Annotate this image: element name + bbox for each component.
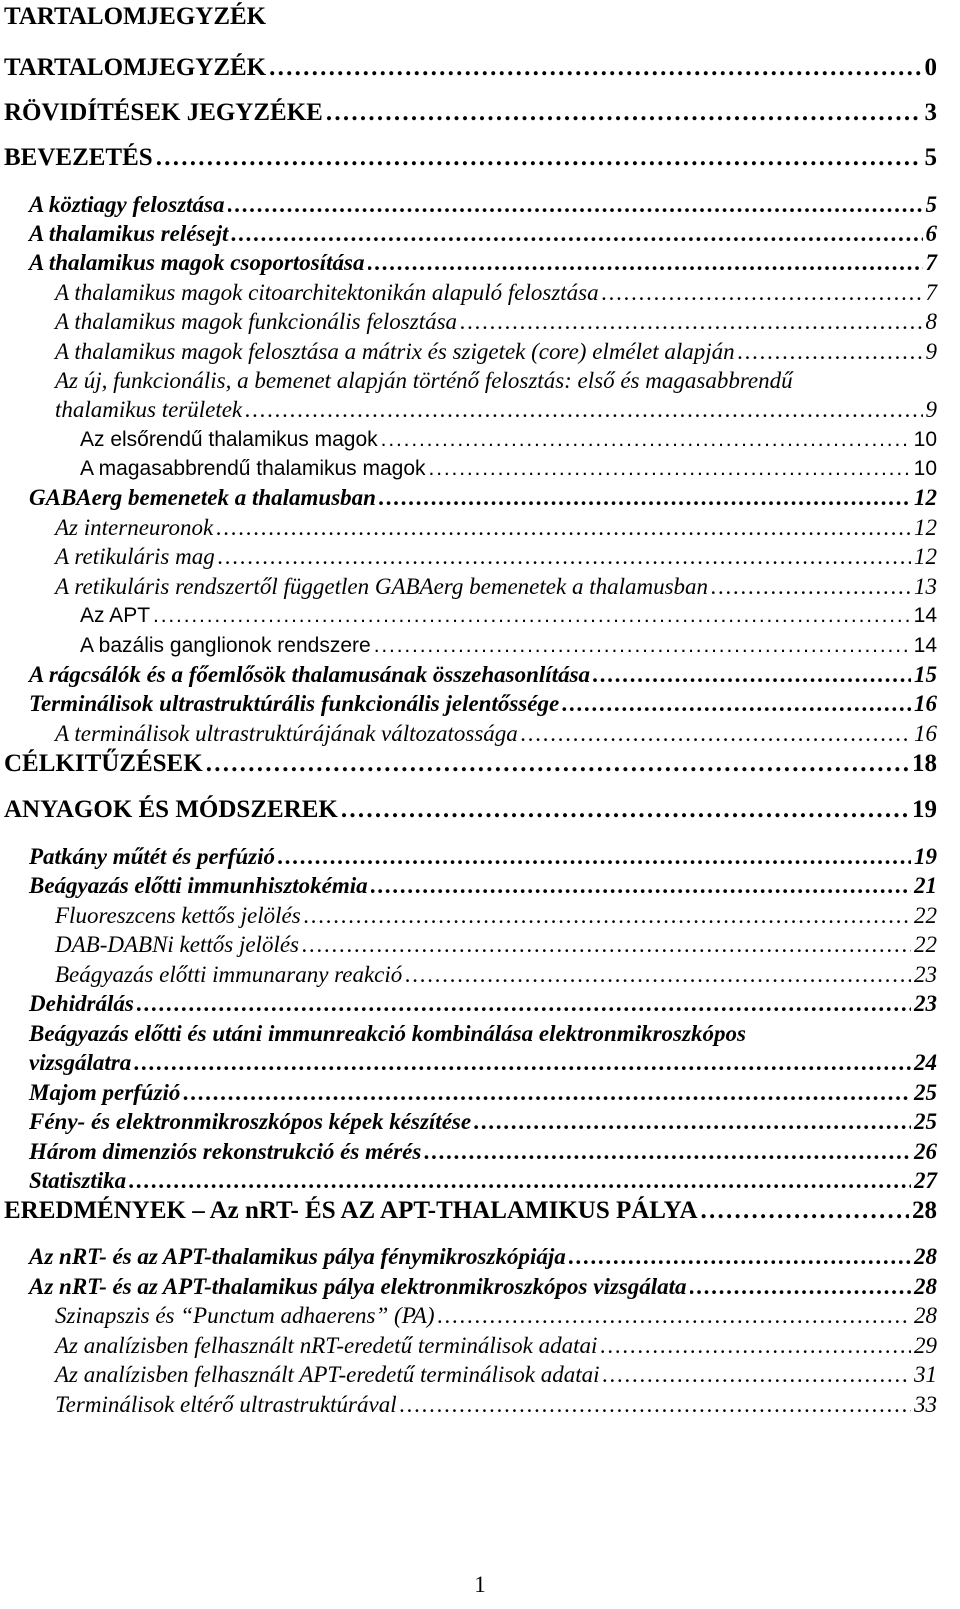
toc-entry-page: 21 (914, 873, 937, 898)
toc-entry-page: 3 (924, 99, 937, 126)
toc-entry-page: 0 (924, 54, 937, 81)
page-heading: TARTALOMJEGYZÉK (4, 3, 267, 30)
toc-entry-title: Beágyazás előtti immunhisztokémia (29, 873, 368, 898)
toc-entry-page: 28 (914, 1244, 937, 1269)
toc-entry[interactable] (29, 1167, 937, 1195)
toc-entry-page: 5 (924, 144, 937, 171)
toc-entry[interactable] (55, 279, 937, 307)
toc-entry-page: 19 (912, 796, 937, 823)
toc-entry-page: 33 (914, 1392, 937, 1417)
toc-entry-page: 15 (914, 662, 937, 687)
toc-entry-title: Patkány műtét és perfúzió (29, 844, 275, 869)
toc-entry[interactable] (29, 843, 937, 871)
toc-entry-title: Majom perfúzió (29, 1080, 181, 1105)
toc-entry-page: 6 (925, 221, 937, 246)
toc-entry[interactable] (55, 573, 937, 601)
toc-entry-page: 16 (914, 691, 937, 716)
toc-entry-title: A magasabbrendű thalamikus magok (80, 457, 426, 480)
toc-entry-page: 25 (914, 1080, 937, 1105)
toc-entry-page: 12 (914, 485, 937, 510)
toc-entry-page: 10 (913, 428, 937, 451)
toc-entry[interactable] (55, 961, 937, 989)
toc-entry[interactable] (4, 144, 937, 172)
toc-entry-page: 7 (925, 250, 937, 275)
toc-entry-title: A retikuláris mag (55, 544, 215, 569)
toc-entry-title: Az interneuronok (55, 515, 214, 540)
toc-entry[interactable] (80, 455, 937, 483)
toc-entry-title: Az elsőrendű thalamikus magok (80, 428, 378, 451)
toc-entry[interactable] (29, 1108, 937, 1136)
page-number: 1 (474, 1572, 486, 1597)
toc-entry-page: 13 (914, 574, 937, 599)
toc-entry-title: A rágcsálók és a főemlősök thalamusának összehasonlítása (29, 662, 591, 687)
toc-entry[interactable] (80, 602, 937, 630)
toc-entry-title: GABAerg bemenetek a thalamusban (29, 485, 376, 510)
toc-entry[interactable] (29, 661, 937, 689)
toc-entry-title: BEVEZETÉS (4, 144, 153, 171)
toc-entry[interactable] (80, 632, 937, 660)
toc-entry-title: thalamikus területek (55, 397, 243, 422)
toc-entry-page: 7 (925, 280, 937, 305)
toc-entry[interactable] (55, 396, 937, 424)
toc-entry-title: EREDMÉNYEK – Az nRT- ÉS AZ APT-THALAMIKUS PÁLYA (4, 1197, 698, 1224)
toc-entry-page: 16 (914, 721, 937, 746)
toc-entry-title: A thalamikus relésejt (29, 221, 229, 246)
toc-entry-title: Három dimenziós rekonstrukció és mérés (29, 1139, 422, 1164)
toc-entry-page: 14 (913, 604, 937, 627)
toc-entry-page: 22 (914, 903, 937, 928)
toc-entry[interactable] (29, 690, 937, 718)
toc-entry-page: 25 (914, 1109, 937, 1134)
toc-entry[interactable] (29, 220, 937, 248)
toc-entry-title: Statisztika (29, 1168, 127, 1193)
toc-entry-title: DAB-DABNi kettős jelölés (55, 932, 299, 957)
toc-entry[interactable] (55, 902, 937, 930)
toc-entry[interactable] (29, 990, 937, 1018)
toc-entry-title: A köztiagy felosztása (29, 192, 225, 217)
toc-entry-page: 18 (912, 750, 937, 777)
toc-entry-page: 28 (912, 1197, 937, 1224)
toc-entry[interactable] (29, 1138, 937, 1166)
toc-entry[interactable] (55, 931, 937, 959)
toc-entry-title: Az nRT- és az APT-thalamikus pálya fénymikroszkópiája (29, 1244, 566, 1269)
toc-entry[interactable] (29, 1243, 937, 1271)
toc-entry-page: 29 (914, 1333, 937, 1358)
toc-entry-page: 24 (914, 1050, 937, 1075)
toc-entry-title: A bazális ganglionok rendszere (80, 634, 371, 657)
toc-entry-title: Az analízisben felhasznált nRT-eredetű terminálisok adatai (55, 1333, 598, 1358)
toc-entry[interactable] (55, 1302, 937, 1330)
toc-entry-page: 9 (925, 339, 937, 364)
toc-entry-title: Az nRT- és az APT-thalamikus pálya elektronmikroszkópos vizsgálata (29, 1274, 687, 1299)
toc-entry-title: CÉLKITŰZÉSEK (4, 750, 203, 777)
toc-entry-page: 5 (925, 192, 937, 217)
toc-entry[interactable] (29, 1079, 937, 1107)
toc-entry-page: 14 (913, 634, 937, 657)
toc-entry-page: 10 (913, 457, 937, 480)
toc-entry[interactable] (55, 514, 937, 542)
toc-entry-title: Az analízisben felhasznált APT-eredetű terminálisok adatai (55, 1362, 600, 1387)
toc-entry[interactable] (55, 338, 937, 366)
toc-entry-page: 8 (925, 309, 937, 334)
toc-entry[interactable] (4, 1197, 937, 1225)
toc-entry-title: Szinapszis és “Punctum adhaerens” (PA) (55, 1303, 435, 1328)
toc-entry[interactable] (55, 543, 937, 571)
toc-entry-page: 28 (914, 1303, 937, 1328)
toc-entry-page: 12 (914, 544, 937, 569)
toc-entry[interactable] (55, 1332, 937, 1360)
toc-entry-page: 27 (914, 1168, 937, 1193)
toc-entry-title: A thalamikus magok citoarchitektonikán alapuló felosztása (55, 280, 599, 305)
toc-entry-page: 22 (914, 932, 937, 957)
toc-entry[interactable] (29, 872, 937, 900)
toc-entry-title: Beágyazás előtti immunarany reakció (55, 962, 403, 987)
toc-entry-title: A thalamikus magok funkcionális felosztása (55, 309, 458, 334)
toc-entry-title: Az APT (80, 604, 151, 627)
toc-entry-wrapped-line: Az új, funkcionális, a bemenet alapján történő felosztás: első és magasabbrendű (55, 368, 793, 393)
toc-entry-page: 28 (914, 1274, 937, 1299)
toc-entry-title: Terminálisok eltérő ultrastruktúrával (55, 1392, 397, 1417)
toc-entry[interactable] (29, 484, 937, 512)
toc-entry[interactable] (4, 99, 937, 127)
toc-entry-page: 12 (914, 515, 937, 540)
toc-entry-page: 19 (914, 844, 937, 869)
toc-entry[interactable] (29, 1049, 937, 1077)
toc-entry-page: 31 (914, 1362, 937, 1387)
toc-entry[interactable] (55, 720, 937, 748)
toc-entry-title: A thalamikus magok felosztása a mátrix és szigetek (core) elmélet alapján (55, 339, 735, 364)
toc-entry-title: ANYAGOK ÉS MÓDSZEREK (4, 796, 338, 823)
toc-entry-title: Fluoreszcens kettős jelölés (55, 903, 301, 928)
toc-entry-page: 9 (925, 397, 937, 422)
toc-entry[interactable] (29, 191, 937, 219)
toc-entry-title: A retikuláris rendszertől független GABAerg bemenetek a thalamusban (55, 574, 709, 599)
toc-entry-title: A terminálisok ultrastruktúrájának változatossága (55, 721, 518, 746)
toc-entry-title: RÖVIDÍTÉSEK JEGYZÉKE (4, 99, 323, 126)
toc-entry[interactable] (29, 1273, 937, 1301)
toc-entry[interactable] (80, 426, 937, 454)
toc-entry-wrapped-line: Beágyazás előtti és utáni immunreakció kombinálása elektronmikroszkópos (29, 1021, 746, 1046)
toc-entry-title: A thalamikus magok csoportosítása (29, 250, 365, 275)
toc-entry[interactable] (55, 308, 937, 336)
toc-entry[interactable] (4, 796, 937, 824)
toc-entry[interactable] (55, 1391, 937, 1419)
toc-entry[interactable] (29, 249, 937, 277)
toc-entry-title: Fény- és elektronmikroszkópos képek készítése (29, 1109, 472, 1134)
toc-entry[interactable] (4, 750, 937, 778)
toc-entry-title: Dehidrálás (29, 991, 134, 1016)
toc-entry-page: 23 (914, 962, 937, 987)
toc-entry-title: TARTALOMJEGYZÉK (4, 54, 267, 81)
toc-entry-page: 26 (914, 1139, 937, 1164)
toc-entry-title: Terminálisok ultrastruktúrális funkcionális jelentőssége (29, 691, 560, 716)
toc-entry[interactable] (55, 1361, 937, 1389)
toc-entry[interactable] (4, 54, 937, 82)
toc-entry-title: vizsgálatra (29, 1050, 132, 1075)
toc-entry-page: 23 (914, 991, 937, 1016)
